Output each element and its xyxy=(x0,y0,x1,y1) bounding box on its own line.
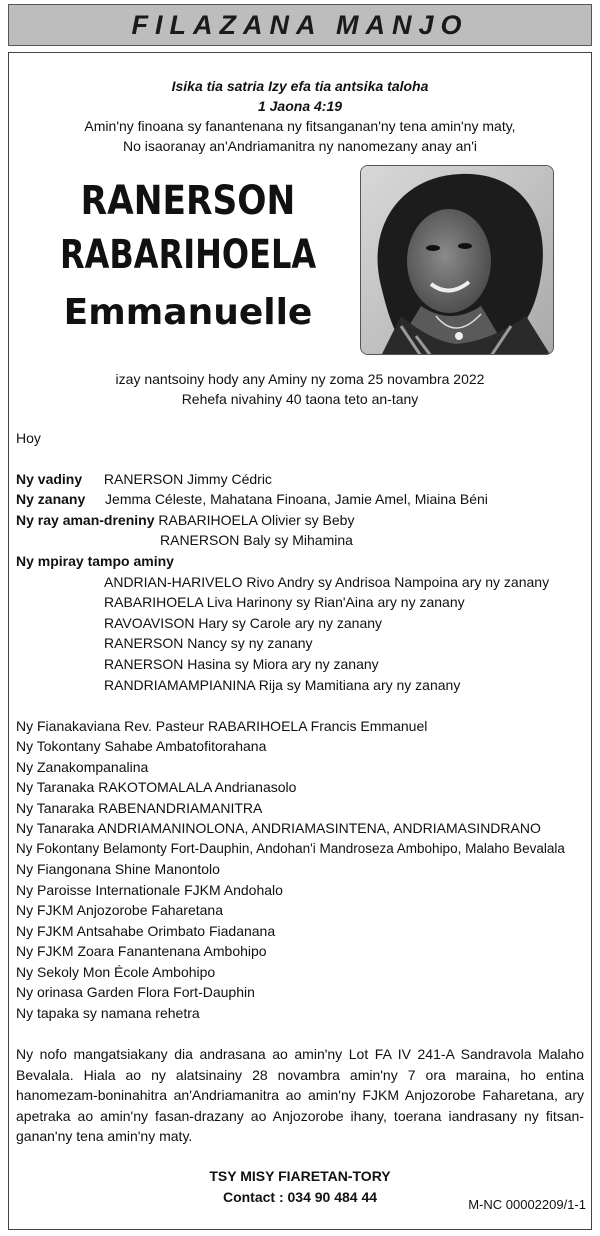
mourner-item: Ny Fiangonana Shine Manontolo xyxy=(16,861,220,877)
verse-line-4: No isaoranay an'Andriamanitra ny nanomezany anay an'i xyxy=(123,138,477,154)
children-line xyxy=(16,489,488,509)
sibling-item: RANERSON Hasina sy Miora ary ny zanany xyxy=(104,656,379,672)
verse-line-3: Amin'ny finoana sy fanantenana ny fitsanganan'ny tena amin'ny maty, xyxy=(84,118,516,134)
reference-number: M-NC 00002209/1-1 xyxy=(468,1197,586,1212)
mourner-item: Ny Fianakaviana Rev. Pasteur RABARIHOELA Francis Emmanuel xyxy=(16,718,428,734)
deceased-surname-1: RANERSON xyxy=(80,178,296,224)
mourner-item: Ny FJKM Antsahabe Orimbato Fiadanana xyxy=(16,923,276,939)
mourner-item: Ny Zanakompanalina xyxy=(16,759,149,775)
portrait-photo xyxy=(360,165,554,355)
sibling-item: ANDRIAN-HARIVELO Rivo Andry sy Andrisoa Nampoina ary ny zanany xyxy=(104,574,550,590)
spouse-label: Ny vadiny xyxy=(16,471,83,487)
children-value: Jemma Céleste, Mahatana Finoana, Jamie Amel, Miaina Béni xyxy=(105,491,488,507)
age-line: Rehefa nivahiny 40 taona teto an-tany xyxy=(181,391,419,407)
mourner-item: Ny orinasa Garden Flora Fort-Dauphin xyxy=(16,984,255,1000)
deceased-first-name: Emmanuelle xyxy=(63,292,313,333)
verse-reference: 1 Jaona 4:19 xyxy=(257,98,343,114)
parents-value-2: RANERSON Baly sy Mihamina xyxy=(160,532,353,548)
contact-line: Contact : 034 90 484 44 xyxy=(222,1189,378,1205)
children-label: Ny zanany xyxy=(16,491,86,507)
mourner-item: Ny Taranaka RAKOTOMALALA Andrianasolo xyxy=(16,779,297,795)
parents-value-1: RABARIHOELA Olivier sy Beby xyxy=(158,512,355,528)
sibling-item: RANDRIAMAMPIANINA Rija sy Mamitiana ary ny zanany xyxy=(104,677,461,693)
funeral-announcement: Ny nofo mangatsiakany dia andrasana ao amin'ny Lot FA IV 241-A Sandravola Malaho Bevalala. Hiala ao ny alatsinainy 28 novambra amin'ny 7 ora maraina, ho entina hanomezam-boninahitra an'Andriamanitra ao amin'ny FJKM Anjozorobe Faharetana, ary apetraka ao amin'ny fasan-drazany ao Anjozorobe ihany, toerana iandrasany ny fitsan-ganan'ny tena amin'ny maty. xyxy=(16,1046,584,1144)
mourner-item: Ny FJKM Anjozorobe Faharetana xyxy=(16,902,223,918)
no-flowers-notice: TSY MISY FIARETAN-TORY xyxy=(209,1168,391,1184)
mourner-item: Ny Tanaraka ANDRIAMANINOLONA, ANDRIAMASINTENA, ANDRIAMASINDRANO xyxy=(16,820,541,836)
mourner-item: Ny Sekoly Mon École Ambohipo xyxy=(16,964,216,980)
verse-line-1: Isika tia satria Izy efa tia antsika taloha xyxy=(171,78,429,94)
mourner-item: Ny Fokontany Belamonty Fort-Dauphin, Andohan'i Mandroseza Ambohipo, Malaho Bevalala xyxy=(16,841,565,856)
header-title: FILAZANA MANJO xyxy=(131,9,469,40)
siblings-label: Ny mpiray tampo aminy xyxy=(16,553,174,569)
mourner-item: Ny Tokontany Sahabe Ambatofitorahana xyxy=(16,738,267,754)
sibling-item: RAVOAVISON Hary sy Carole ary ny zanany xyxy=(104,615,383,631)
mourner-item: Ny Tanaraka RABENANDRIAMANITRA xyxy=(16,800,263,816)
mourner-item: Ny FJKM Zoara Fanantenana Ambohipo xyxy=(16,943,267,959)
deceased-surname-2: RABARIHOELA xyxy=(60,232,317,278)
portrait-image xyxy=(361,166,554,355)
parents-label: Ny ray aman-dreniny xyxy=(16,512,155,528)
sibling-item: RABARIHOELA Liva Harinony sy Rian'Aina ary ny zanany xyxy=(104,594,465,610)
hoy-label: Hoy xyxy=(16,430,41,446)
mourner-item: Ny Paroisse Internationale FJKM Andohalo xyxy=(16,882,283,898)
parents-line xyxy=(16,510,354,530)
header-banner xyxy=(8,4,592,46)
mourner-item: Ny tapaka sy namana rehetra xyxy=(16,1005,200,1021)
sibling-item: RANERSON Nancy sy ny zanany xyxy=(104,635,313,651)
spouse-line xyxy=(16,469,272,489)
death-date: izay nantsoiny hody any Aminy ny zoma 25 novambra 2022 xyxy=(115,371,485,387)
spouse-value: RANERSON Jimmy Cédric xyxy=(103,471,272,487)
